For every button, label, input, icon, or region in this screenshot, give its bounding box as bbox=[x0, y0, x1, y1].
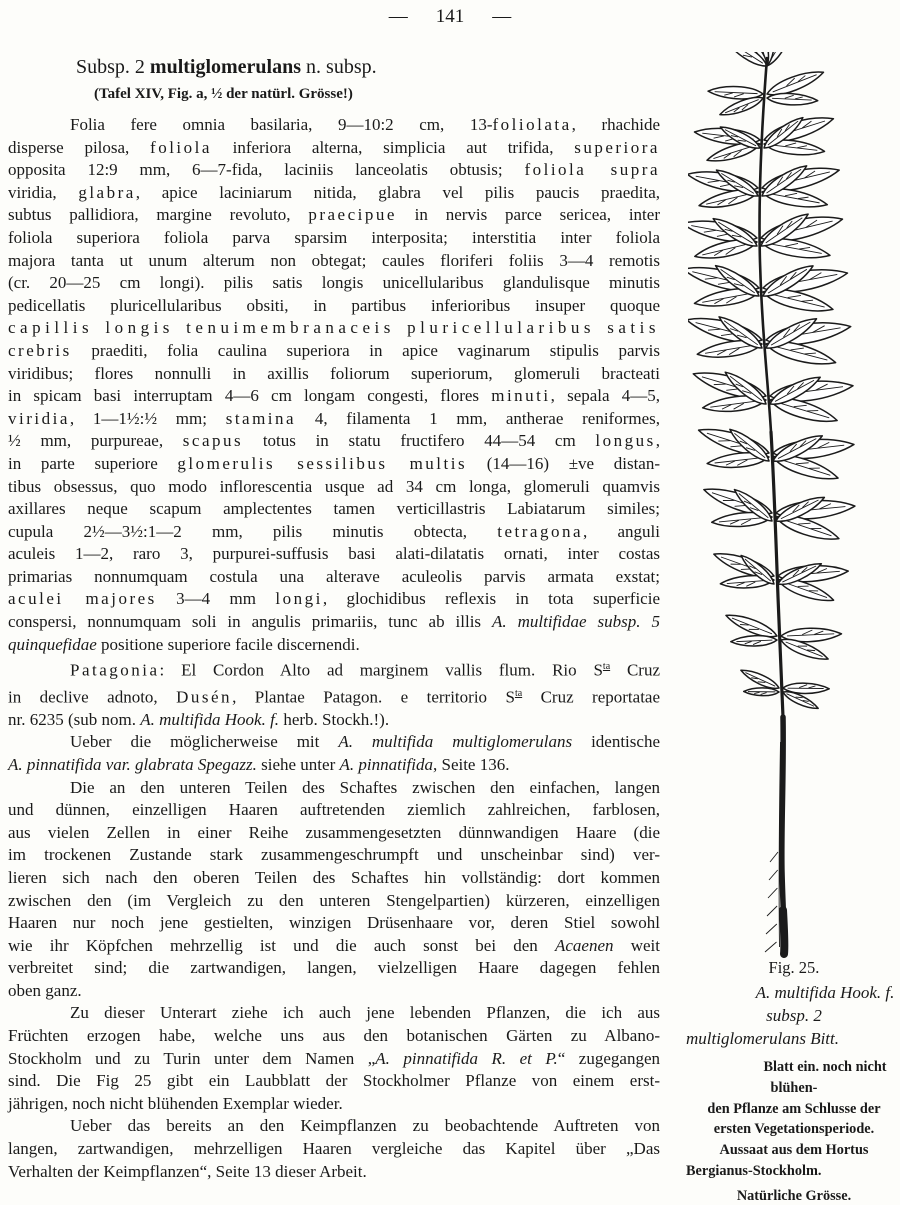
text-line: cupula 2½—3½:1—2 mm, pilis minutis obtecta, tetragona, anguli bbox=[8, 521, 660, 541]
text-line: Folia fere omnia basilaria, 9—10:2 cm, 13-foliolata, rhachide bbox=[70, 115, 660, 134]
heading-prefix: Subsp. 2 bbox=[76, 56, 150, 78]
text-line: in parte superiore glomerulis sessilibus multis (14—16) ±ve distan- bbox=[8, 453, 660, 473]
text-line: Verhalten der Keimpflanzen“, Seite 13 dieser Arbeit. bbox=[8, 1161, 367, 1181]
figure-caption-text bbox=[686, 1057, 900, 1182]
text-line: Die an den unteren Teilen des Schaftes zwischen den einfachen, langen bbox=[70, 777, 660, 797]
text-line: foliola superiora foliola parva sparsim interposita; interstitia inter foliola bbox=[8, 227, 660, 247]
text-line: verbreitet sind; die zartwandigen, langen, vielzelligen Haare dagegen fehlen bbox=[8, 958, 660, 978]
text-line: opposita 12:9 mm, 6—7-fida, laciniis lanceolatis obtusis; foliola supra bbox=[8, 160, 660, 180]
figure-species-title bbox=[686, 981, 900, 1050]
text-line: A. pinnatifida var. glabrata Spegazz. siehe unter A. pinnatifida, Seite 136. bbox=[8, 754, 510, 774]
plant-illustration bbox=[688, 52, 900, 960]
text-line: Blatt ein. noch nicht blühen- bbox=[763, 1059, 887, 1096]
text-line: A. multifida Hook. f. bbox=[755, 983, 895, 1002]
main-text-column bbox=[8, 0, 660, 1183]
german-discussion-paragraph-3 bbox=[8, 1115, 660, 1183]
text-line: Früchten erzogen habe, welche uns aus den botanischen Gärten zu Albano- bbox=[8, 1026, 660, 1046]
heading-suffix: n. subsp. bbox=[301, 56, 377, 78]
text-line: Aussaat aus dem Hortus bbox=[719, 1142, 869, 1159]
text-line: Bergianus-Stockholm. bbox=[686, 1162, 822, 1179]
text-line: subtus pallidiora, margine revoluto, praecipue in nervis parce sericea, inter bbox=[8, 205, 660, 225]
text-line: multiglomerulans Bitt. bbox=[686, 1029, 839, 1048]
text-line: nr. 6235 (sub nom. A. multifida Hook. f. herb. Stockh.!). bbox=[8, 709, 390, 729]
text-line: axillares neque scapum amplectentes tamen verticillastris Labiatarum similes; bbox=[8, 499, 660, 519]
text-line: crebris praediti, folia caulina superiora in apice vaginarum stipulis parvis bbox=[8, 340, 660, 360]
text-line: sind. Die Fig 25 gibt ein Laubblatt der Stockholmer Pflanze von einem erst- bbox=[8, 1071, 660, 1091]
text-line: jährigen, noch nicht blühenden Exemplar wieder. bbox=[8, 1093, 343, 1113]
text-line: aculei majores 3—4 mm longi, glochidibus reflexis in tota superficie bbox=[8, 589, 660, 609]
text-line: in declive adnoto, Dusén, Plantae Patagon. e territorio $S^{ta}$ Cruz reportatae bbox=[8, 687, 661, 707]
text-line: viridia, 1—1½:½ mm; stamina 4, filamenta 1 mm, antherae reniformes, bbox=[8, 408, 660, 428]
identity-note-paragraph bbox=[8, 731, 660, 776]
text-line: langen, zartwandigen, mehrzelligen Haaren vergleiche das Kapitel über „Das bbox=[8, 1139, 660, 1159]
german-discussion-paragraph-1 bbox=[8, 777, 660, 1003]
text-line: subsp. 2 bbox=[766, 1006, 822, 1025]
text-line: den Pflanze am Schlusse der bbox=[707, 1100, 881, 1117]
text-line: capillis longis tenuimembranaceis pluricellularibus satis bbox=[8, 318, 660, 338]
page-number: 141 bbox=[435, 6, 465, 27]
text-line: oben ganz. bbox=[8, 980, 82, 1000]
heading-species-name: multiglomerulans bbox=[149, 56, 302, 78]
text-line: aus vielen Zellen in einer Reihe zusammengesetzten dünnwandigen Haare (die bbox=[8, 822, 660, 842]
text-line: majora tanta ut unum alterum non obtegat; caules floriferi foliis 3—4 remotis bbox=[8, 250, 660, 270]
text-line: aculeis 1—2, raro 3, purpurei-suffusis basi alati-dilatatis ornati, inter costas bbox=[8, 544, 660, 564]
text-line: im trockenen Zustande stark zusammengeschrumpft und unscheinbar sind) ver- bbox=[8, 845, 660, 865]
text-line: primarias nonnumquam costula una alterave aculeolis parvis armata exstat; bbox=[8, 566, 660, 586]
text-line: lieren sich nach den oberen Teilen des Schaftes hin vollständig: dort kommen bbox=[8, 867, 660, 887]
text-line: Zu dieser Unterart ziehe ich auch jene lebenden Pflanzen, die ich aus bbox=[70, 1003, 660, 1023]
header-left-dash: — bbox=[388, 6, 408, 27]
plate-reference-note: (Tafel XIV, Fig. a, ½ der natürl. Grösse!) bbox=[94, 86, 353, 102]
figure-scale-note: Natürliche Grösse. bbox=[736, 1187, 852, 1204]
figure-caption-block bbox=[686, 958, 900, 1205]
text-line: Haaren nur noch jene gestielten, winzigen Drüsenhaare vor, deren Stiel sowohl bbox=[8, 913, 660, 933]
text-line: pedicellatis pluricellularibus obsiti, in partibus inferioribus insuper quoque bbox=[8, 295, 660, 315]
text-line: conspersi, nonnumquam soli in angulis primariis, tunc ab illis A. multifidae subsp. 5 bbox=[8, 612, 660, 632]
text-line: ersten Vegetationsperiode. bbox=[713, 1121, 875, 1138]
patagonia-locality-paragraph bbox=[8, 656, 660, 731]
header-right-dash: — bbox=[492, 6, 512, 27]
text-line: wie ihr Köpfchen mehrzellig ist und die auch sonst bei den Acaenen weit bbox=[8, 935, 660, 955]
text-line: Patagonia: El Cordon Alto ad marginem vallis flum. Rio $S^{ta}$ Cruz bbox=[70, 660, 661, 680]
text-line: (cr. 20—25 cm longi). pilis satis longis unicellularibus glandulisque minutis bbox=[8, 273, 660, 293]
subspecies-heading bbox=[76, 56, 660, 79]
text-line: tibus obsessus, quo modo inflorescentia usque ad 34 cm longa, glomeruli quamvis bbox=[8, 476, 660, 496]
text-line: quinquefidae positione superiore facile discernendi. bbox=[8, 634, 360, 654]
figure-label: Fig. 25. bbox=[768, 958, 820, 977]
text-line: zwischen den (im Vergleich zu den unteren Stengelpartien) kürzeren, einzelligen bbox=[8, 890, 660, 910]
german-discussion-paragraph-2 bbox=[8, 1002, 660, 1115]
latin-description-paragraph bbox=[8, 114, 660, 656]
text-line: disperse pilosa, foliola inferiora alterna, simplicia aut trifida, superiora bbox=[8, 137, 660, 157]
text-line: Stockholm und zu Turin unter dem Namen „A. pinnatifida R. et P.“ zugegangen bbox=[8, 1048, 660, 1068]
text-line: viridibus; flores nonnulli in axillis foliorum superiorum, glomeruli bracteati bbox=[8, 363, 660, 383]
text-line: Ueber das bereits an den Keimpflanzen zu beobachtende Auftreten von bbox=[70, 1116, 660, 1136]
text-line: ½ mm, purpureae, scapus totus in statu fructifero 44—54 cm longus, bbox=[8, 431, 661, 451]
figure-area bbox=[688, 52, 900, 960]
text-line: Ueber die möglicherweise mit A. multifida multiglomerulans identische bbox=[70, 732, 660, 752]
text-line: und dünnen, einzelligen Haaren auftretenden ziemlich zahlreichen, farblosen, bbox=[8, 800, 660, 820]
text-line: viridia, glabra, apice laciniarum nitida, glabra vel pilis paucis praedita, bbox=[8, 182, 660, 202]
text-line: in spicam basi interruptam 4—6 cm longam congesti, flores minuti, sepala 4—5, bbox=[8, 386, 660, 406]
